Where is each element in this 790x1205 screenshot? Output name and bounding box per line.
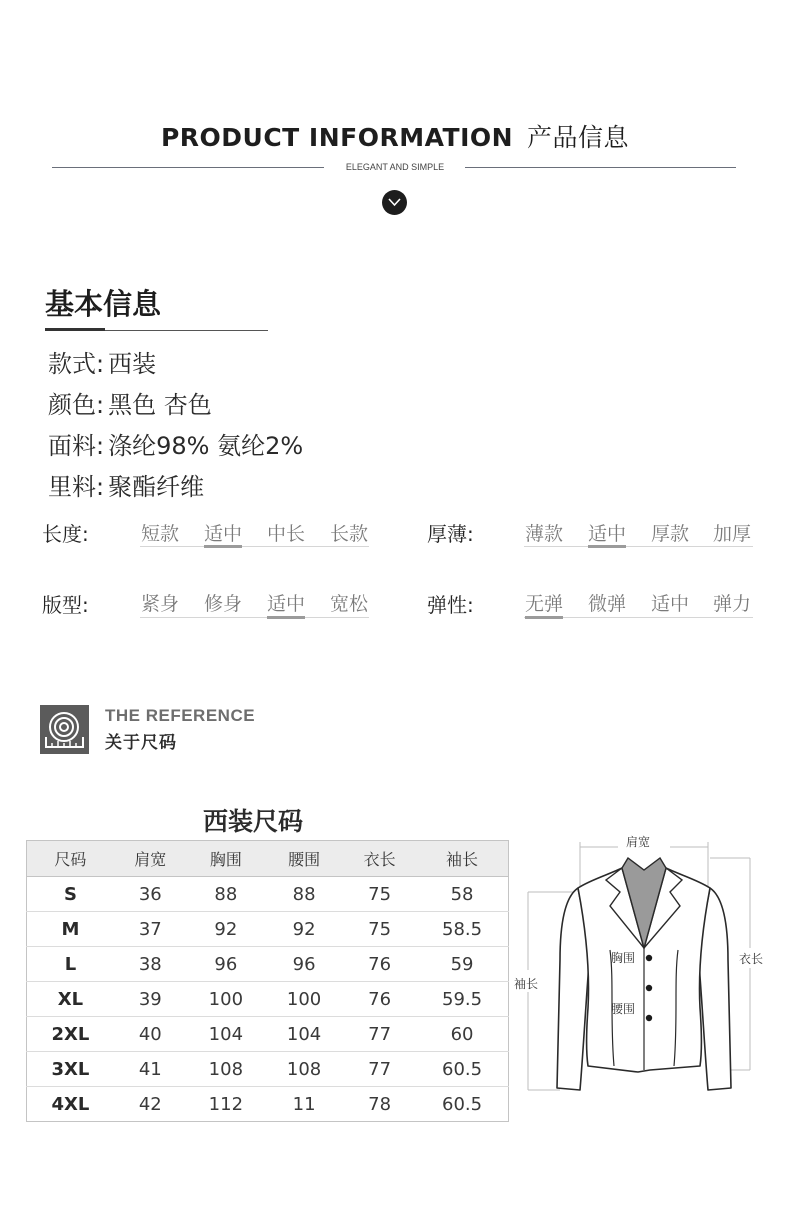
table-cell: 39 [114,982,187,1017]
table-cell: 11 [292,1093,316,1115]
info-row-fabric [48,426,303,461]
size-table [26,840,509,1122]
table-cell: 108 [187,1052,265,1087]
attr-thickness-label: 厚薄: [427,522,474,546]
header-subtitle: ELEGANT AND SIMPLE [345,162,445,172]
reference-title-en: THE REFERENCE [105,706,256,725]
attr-fit-option: 紧身 [140,593,179,615]
info-value: 黑色 杏色 [108,391,212,419]
column-header: 腰围 [265,841,343,877]
attr-length-option: 短款 [140,523,179,545]
size-table-title: 西装尺码 [203,807,304,836]
table-cell: 100 [265,982,343,1017]
attr-length-label: 长度: [42,522,89,546]
table-cell: 108 [265,1052,343,1087]
table-cell: 100 [187,982,265,1017]
table-row [27,912,509,947]
info-label: 颜色: [48,391,105,419]
attr-thickness-track [524,546,753,547]
table-row [27,1087,509,1122]
basic-info-title: 基本信息 [45,287,162,321]
table-row [27,1017,509,1052]
table-cell: 36 [114,877,187,912]
table-cell: 40 [114,1017,187,1052]
attr-length-selected [204,545,242,548]
table-cell: 112 [208,1093,244,1115]
attr-length-option: 长款 [329,523,368,545]
diagram-label-waist: 腰围 [611,1002,636,1016]
info-row-color [48,385,212,420]
table-cell: 76 [343,982,416,1017]
attr-thickness-selected [588,545,626,548]
size-cell: S [27,877,114,912]
info-row-lining [48,467,204,502]
attr-elasticity-label: 弹性: [427,593,474,617]
column-header: 尺码 [27,841,114,877]
reference-title-cn: 关于尺码 [105,733,177,753]
attr-elasticity-selected [525,616,563,619]
attr-elasticity-option: 适中 [650,593,689,615]
table-cell: 88 [265,877,343,912]
info-value: 西装 [108,350,157,378]
attr-fit-selected [267,616,305,619]
table-row [27,877,509,912]
table-cell: 58 [416,877,508,912]
attr-length-option: 适中 [203,523,242,545]
attr-fit-option: 修身 [203,593,242,615]
table-cell: 104 [265,1017,343,1052]
attr-length-option: 中长 [266,523,305,545]
diagram-label-length: 衣长 [739,952,764,966]
table-cell: 60.5 [416,1052,508,1087]
column-header: 肩宽 [114,841,187,877]
attr-length-track [140,546,369,547]
info-label: 款式: [48,350,105,378]
info-value: 聚酯纤维 [108,473,205,501]
jacket-measurement-diagram [510,830,780,1100]
size-cell: XL [27,982,114,1017]
attr-elasticity-option: 无弹 [524,593,563,615]
table-row [27,947,509,982]
table-cell: 92 [265,912,343,947]
table-cell: 60.5 [442,1093,483,1115]
table-cell: 104 [187,1017,265,1052]
table-cell: 38 [114,947,187,982]
info-label: 里料: [48,473,105,501]
attr-thickness-option: 适中 [587,523,626,545]
table-cell: 77 [343,1052,416,1087]
section-underline [45,328,105,331]
table-cell: 77 [343,1017,416,1052]
table-cell: 59 [416,947,508,982]
size-cell: 4XL [51,1093,90,1115]
table-cell: 92 [187,912,265,947]
section-underline-thin [105,330,268,331]
table-header-row [27,841,509,877]
column-header: 衣长 [343,841,416,877]
attr-thickness-option: 薄款 [524,523,563,545]
table-cell: 76 [343,947,416,982]
size-cell: L [27,947,114,982]
table-row [27,982,509,1017]
column-header: 袖长 [416,841,508,877]
tape-measure-icon [40,705,89,754]
table-cell: 60 [416,1017,508,1052]
attr-thickness-option: 加厚 [712,523,751,545]
size-cell: 3XL [27,1052,114,1087]
attr-fit-label: 版型: [42,593,89,617]
table-cell: 42 [138,1093,162,1115]
product-info-title [0,118,790,154]
size-cell: 2XL [27,1017,114,1052]
column-header: 胸围 [187,841,265,877]
info-label: 面料: [48,432,105,460]
title-en: PRODUCT INFORMATION [160,123,514,152]
attr-thickness-option: 厚款 [650,523,689,545]
title-cn: 产品信息 [527,123,630,152]
info-value: 涤纶98% 氨纶2% [108,432,304,460]
table-cell: 41 [114,1052,187,1087]
chevron-down-icon [382,190,407,215]
info-row-style [48,344,156,379]
attr-fit-option: 宽松 [329,593,368,615]
diagram-label-sleeve: 袖长 [514,977,539,991]
table-cell: 58.5 [416,912,508,947]
attr-elasticity-option: 微弹 [587,593,626,615]
table-cell: 37 [114,912,187,947]
attr-fit-option: 适中 [266,593,305,615]
table-cell: 59.5 [416,982,508,1017]
diagram-label-chest: 胸围 [611,951,636,965]
table-cell: 96 [187,947,265,982]
attr-fit-track [140,617,369,618]
table-cell: 75 [343,912,416,947]
attr-elasticity-option: 弹力 [712,593,751,615]
size-cell: M [27,912,114,947]
table-cell: 88 [187,877,265,912]
diagram-label-shoulder: 肩宽 [626,835,651,849]
table-row [27,1052,509,1087]
table-cell: 96 [265,947,343,982]
table-cell: 75 [343,877,416,912]
table-cell: 78 [368,1093,392,1115]
